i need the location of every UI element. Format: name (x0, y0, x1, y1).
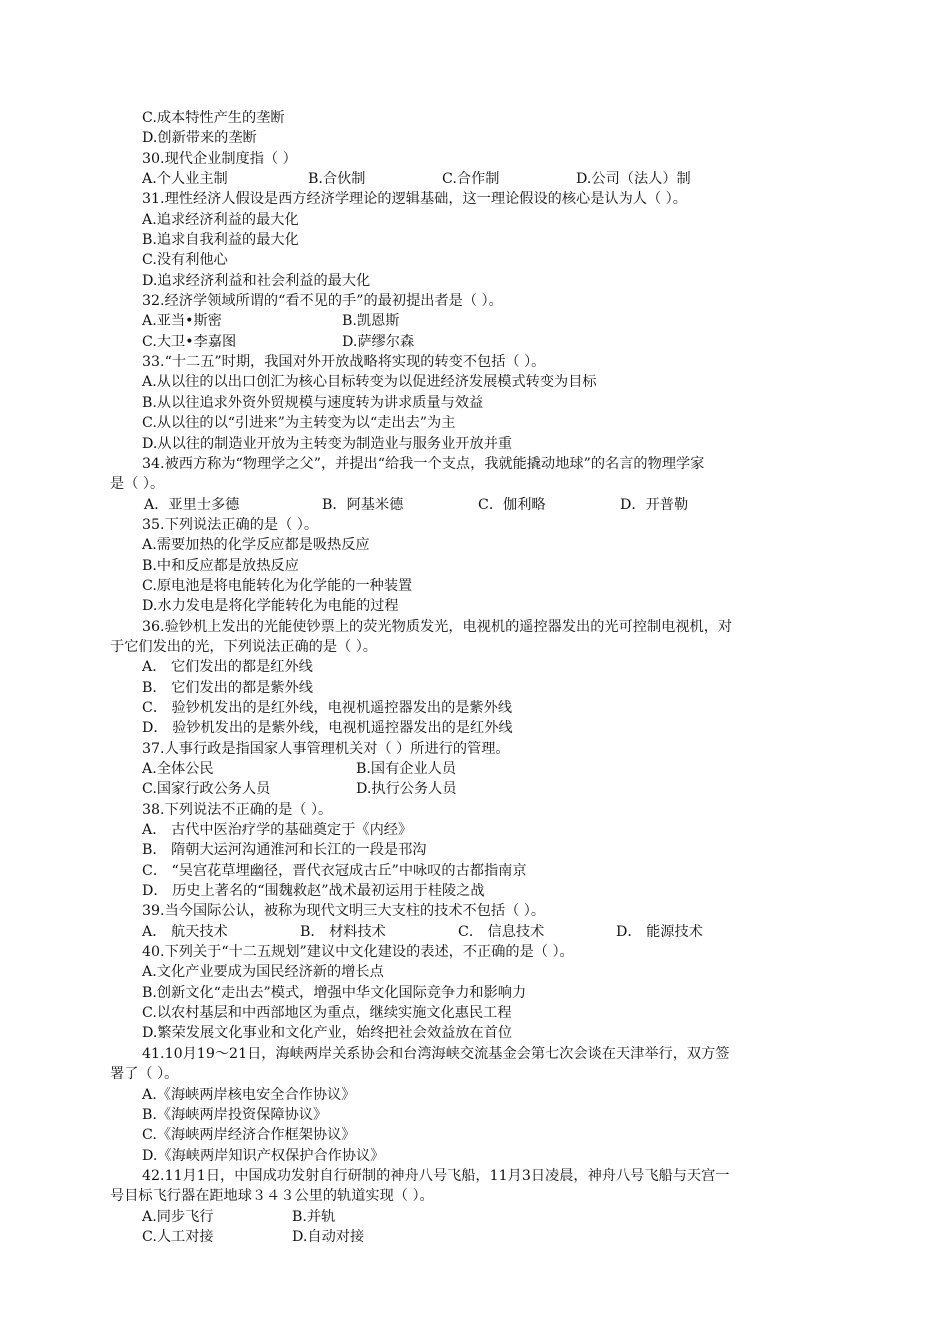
text-line: D.创新带来的垄断 (142, 130, 257, 147)
option: A．亚里士多德 (144, 496, 240, 513)
option: C.人工对接 (142, 1228, 214, 1245)
option: B． 它们发出的都是紫外线 (142, 679, 313, 696)
exam-content (110, 108, 840, 1247)
option: D.执行公务人员 (356, 781, 457, 798)
options-row (110, 759, 840, 779)
option: C.原电池是将电能转化为化学能的一种装置 (142, 577, 413, 594)
question-36-cont: 于它们发出的光，下列说法正确的是（ ）。 (110, 638, 377, 655)
option: A.全体公民 (142, 761, 214, 777)
option: A.追求经济利益的最大化 (142, 211, 299, 228)
question-42: 42.11月1日，中国成功发射自行研制的神舟八号飞船，11月3日凌晨，神舟八号飞船与天宫一 (142, 1167, 730, 1184)
option: C.国家行政公务人员 (142, 781, 271, 798)
options-row (110, 495, 840, 515)
question-32: 32.经济学领域所谓的“看不见的手”的最初提出者是（ ）。 (142, 293, 503, 310)
option: D.繁荣发展文化事业和文化产业，始终把社会效益放在首位 (142, 1025, 513, 1042)
option: A.亚当•斯密 (142, 313, 222, 330)
question-31: 31.理性经济人假设是西方经济学理论的逻辑基础，这一理论假设的核心是认为人（ ）。 (142, 191, 687, 208)
question-35: 35.下列说法正确的是（ ）。 (142, 516, 319, 533)
option: B.凯恩斯 (342, 313, 400, 330)
option: C． “吴宫花草埋幽径，晋代衣冠成古丘”中咏叹的古都指南京 (142, 862, 527, 879)
option: B.创新文化“走出去”模式，增强中华文化国际竞争力和影响力 (142, 984, 527, 1001)
option: B.并轨 (292, 1208, 336, 1225)
question-30: 30.现代企业制度指（ ） (142, 150, 297, 167)
option: C.从以往的以“引进来”为主转变为以“走出去”为主 (142, 415, 456, 432)
question-42-cont: 号目标飞行器在距地球３４３公里的轨道实现（ ）。 (110, 1188, 434, 1205)
option: D.萨缪尔森 (342, 333, 415, 350)
option: D.公司（法人）制 (576, 171, 691, 188)
option: D.从以往的制造业开放为主转变为制造业与服务业开放并重 (142, 435, 513, 452)
option: D． 历史上著名的“围魏救赵”战术最初运用于桂陵之战 (142, 883, 485, 900)
option: B.合伙制 (308, 171, 366, 188)
options-row (110, 779, 840, 799)
option: D． 能源技术 (616, 923, 703, 940)
question-37: 37.人事行政是指国家人事管理机关对（ ）所进行的管理。 (142, 740, 510, 757)
question-34-cont: 是（ ）。 (110, 476, 165, 493)
option: C． 信息技术 (458, 923, 545, 940)
question-34: 34.被西方称为“物理学之父”，并提出“给我一个支点，我就能撬动地球”的名言的物理学家 (142, 455, 705, 472)
options-row (110, 922, 840, 942)
option: C.合作制 (442, 171, 500, 188)
option: D． 验钞机发出的是紫外线，电视机遥控器发出的是红外线 (142, 720, 513, 737)
option: B.《海峡两岸投资保障协议》 (142, 1106, 328, 1123)
option: B.中和反应都是放热反应 (142, 557, 299, 574)
option: C.以农村基层和中西部地区为重点，继续实施文化惠民工程 (142, 1005, 512, 1022)
options-row (110, 1207, 840, 1227)
option: B.从以往追求外资外贸规模与速度转为讲求质量与效益 (142, 394, 484, 411)
option: C． 验钞机发出的是红外线，电视机遥控器发出的是紫外线 (142, 699, 513, 716)
option: D．开普勒 (620, 496, 689, 513)
options-row (110, 1227, 840, 1247)
options-row (110, 332, 840, 352)
option: C.《海峡两岸经济合作框架协议》 (142, 1127, 356, 1144)
option: B． 隋朝大运河沟通淮河和长江的一段是邗沟 (142, 842, 427, 859)
question-39: 39.当今国际公认，被称为现代文明三大支柱的技术不包括（ ）。 (142, 903, 546, 920)
option: A． 航天技术 (142, 923, 228, 940)
option: A.从以往的以出口创汇为核心目标转变为以促进经济发展模式转变为目标 (142, 374, 597, 391)
option: D.追求经济利益和社会利益的最大化 (142, 272, 371, 289)
option: C.没有利他心 (142, 252, 228, 269)
option: A.个人业主制 (142, 171, 228, 188)
option: A.需要加热的化学反应都是吸热反应 (142, 537, 370, 554)
option: B.追求自我利益的最大化 (142, 232, 299, 249)
option: A． 它们发出的都是红外线 (142, 659, 313, 676)
option: A.同步飞行 (142, 1208, 214, 1225)
option: C.大卫•李嘉图 (142, 333, 237, 350)
text-line: C.成本特性产生的垄断 (142, 110, 285, 126)
option: A． 古代中医治疗学的基础奠定于《内经》 (142, 822, 413, 839)
question-41: 41.10月19～21日，海峡两岸关系协会和台湾海峡交流基金会第七次会谈在天津举行，双方签 (142, 1045, 730, 1062)
question-38: 38.下列说法不正确的是（ ）。 (142, 801, 333, 818)
question-36: 36.验钞机上发出的光能使钞票上的荧光物质发光，电视机的遥控器发出的光可控制电视机，对 (142, 618, 733, 635)
option: D.《海峡两岸知识产权保护合作协议》 (142, 1147, 385, 1164)
option: B.国有企业人员 (356, 761, 457, 777)
option: D.水力发电是将化学能转化为电能的过程 (142, 598, 399, 615)
question-33: 33.“十二五”时期，我国对外开放战略将实现的转变不包括（ ）。 (142, 354, 546, 371)
options-row (110, 169, 840, 189)
option: B．阿基米德 (322, 496, 404, 513)
option: A.《海峡两岸核电安全合作协议》 (142, 1086, 356, 1103)
option: C．伽利略 (478, 496, 546, 513)
option: B． 材料技术 (300, 923, 386, 940)
option: A.文化产业要成为国民经济新的增长点 (142, 964, 384, 981)
question-41-cont: 署了（ ）。 (110, 1066, 179, 1083)
question-40: 40.下列关于“十二五规划”建议中文化建设的表述，不正确的是（ ）。 (142, 944, 574, 961)
options-row (110, 311, 840, 331)
option: D.自动对接 (292, 1228, 365, 1245)
